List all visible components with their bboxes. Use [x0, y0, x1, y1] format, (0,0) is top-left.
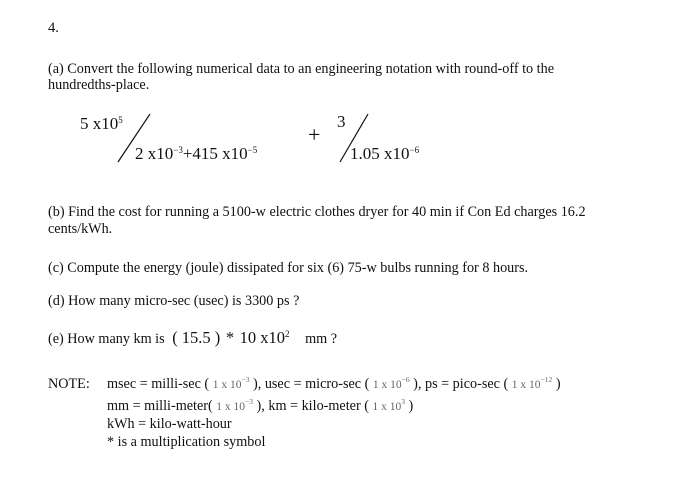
plus-sign: +: [308, 122, 321, 147]
note-mm-value: [216, 397, 253, 413]
part-e-value: ( 15.5 ): [172, 328, 221, 347]
note-usec-value: [372, 375, 410, 391]
note-km-value: [372, 397, 406, 413]
numerator-2: 3: [337, 112, 346, 131]
part-d: (d) How many micro-sec (usec) is 3300 ps ?: [48, 293, 300, 309]
denominator-1a-mantissa: 2 x10: [135, 144, 174, 163]
part-a-line-1: (a) Convert the following numerical data to an engineering notation with round-off to the: [48, 61, 555, 77]
note-km-exponent: 3: [401, 397, 405, 406]
note-close-paren: ): [555, 376, 561, 392]
note-msec-mantissa: 1 x 10: [212, 379, 242, 391]
denominator-1b-mantissa: +415 x10: [182, 144, 248, 163]
note-mm: mm = milli-meter(: [107, 398, 213, 414]
part-e-multiplier-exponent: 2: [285, 329, 290, 339]
note-km-mantissa: 1 x 10: [372, 401, 402, 413]
part-c: (c) Compute the energy (joule) dissipated for six (6) 75-w bulbs running for 8 hours.: [48, 260, 529, 276]
denominator-2-exponent: −6: [409, 145, 420, 155]
denominator-1a-exponent: −3: [173, 145, 183, 155]
note-km: ), km = kilo-meter (: [256, 398, 369, 414]
note-kwh: kWh = kilo-watt-hour: [107, 416, 232, 432]
note-ps-exponent: −12: [540, 375, 553, 384]
denominator-1b-exponent: −5: [247, 145, 258, 155]
part-e-times: *: [225, 328, 235, 347]
numerator-1-exponent: 5: [118, 115, 123, 125]
part-a-line-2: hundredths-place.: [48, 77, 150, 93]
note-ps-mantissa: 1 x 10: [511, 379, 541, 391]
denominator-1: [135, 144, 257, 164]
note-usec-mantissa: 1 x 10: [372, 379, 402, 391]
note-mm-exponent: −3: [245, 397, 253, 406]
numerator-1-mantissa: 5 x10: [80, 114, 119, 133]
note-usec-exponent: −6: [401, 375, 410, 384]
part-e-multiplier-mantissa: 10 x10: [239, 328, 286, 347]
denominator-2: [350, 144, 419, 164]
note-line-1: [107, 376, 561, 394]
note-msec-exponent: −3: [241, 375, 250, 384]
note-label: NOTE:: [48, 376, 90, 392]
part-e-multiplier: [240, 328, 290, 347]
part-e: [48, 328, 337, 348]
note-km-close-paren: ): [408, 398, 414, 414]
note-mm-mantissa: 1 x 10: [216, 401, 246, 413]
part-b-line-1: (b) Find the cost for running a 5100-w electric clothes dryer for 40 min if Con Ed charges 16.2: [48, 204, 586, 220]
note-usec: ), usec = micro-sec (: [253, 376, 370, 392]
note-ps-value: [511, 375, 553, 391]
question-number: 4.: [48, 20, 59, 36]
note-msec-value: [212, 375, 250, 391]
part-b-line-2: cents/kWh.: [48, 221, 113, 237]
note-star: * is a multiplication symbol: [107, 434, 266, 450]
note-ps: ), ps = pico-sec (: [413, 376, 509, 392]
part-e-unit: mm ?: [305, 331, 337, 347]
note-line-2: [107, 398, 413, 416]
note-msec: msec = milli-sec (: [107, 376, 210, 392]
part-e-prefix: (e) How many km is: [48, 331, 165, 347]
denominator-2-mantissa: 1.05 x10: [350, 144, 410, 163]
